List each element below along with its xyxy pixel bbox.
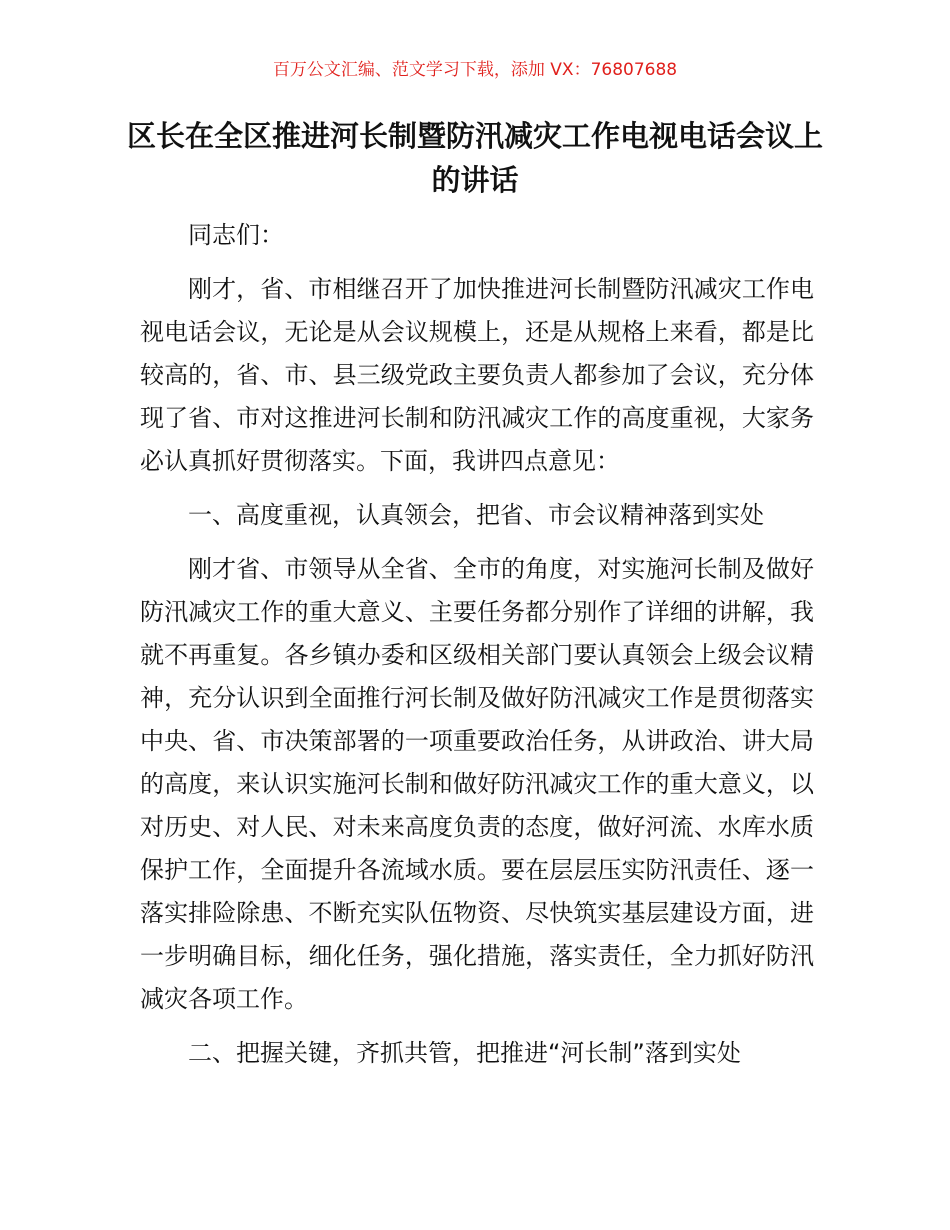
- document-title: 区长在全区推进河长制暨防汛减灾工作电视电话会议上的讲话: [126, 119, 823, 197]
- section-heading-1: 一、高度重视，认真领会，把省、市会议精神落到实处: [188, 501, 764, 529]
- section-heading-2: 二、把握关键，齐抓共管，把推进“河长制”落到实处: [188, 1039, 741, 1067]
- document-body: [140, 214, 814, 1086]
- salutation: 同志们：: [188, 221, 284, 249]
- promo-banner: 百万公文汇编、范文学习下载，添加 VX：76807688: [272, 60, 678, 80]
- intro-paragraph: 刚才，省、市相继召开了加快推进河长制暨防汛减灾工作电视电话会议，无论是从会议规模上，还是从规格上来看，都是比较高的，省、市、县三级党政主要负责人都参加了会议，充分体现了省、市对这推进河长制和防汛减灾工作的高度重视，大家务必认真抓好贯彻落实。下面，我讲四点意见：: [140, 275, 814, 475]
- section-1-paragraph: 刚才省、市领导从全省、全市的角度，对实施河长制及做好防汛减灾工作的重大意义、主要任务都分别作了详细的讲解，我就不再重复。各乡镇办委和区级相关部门要认真领会上级会议精神，充分认识到全面推行河长制及做好防汛减灾工作是贯彻落实中央、省、市决策部署的一项重要政治任务，从讲政治、讲大局的高度，来认识实施河长制和做好防汛减灾工作的重大意义，以对历史、对人民、对未来高度负责的态度，做好河流、水库水质保护工作，全面提升各流域水质。要在层层压实防汛责任、逐一落实排险除患、不断充实队伍物资、尽快筑实基层建设方面，进一步明确目标，细化任务，强化措施，落实责任，全力抓好防汛减灾各项工作。: [140, 555, 814, 1013]
